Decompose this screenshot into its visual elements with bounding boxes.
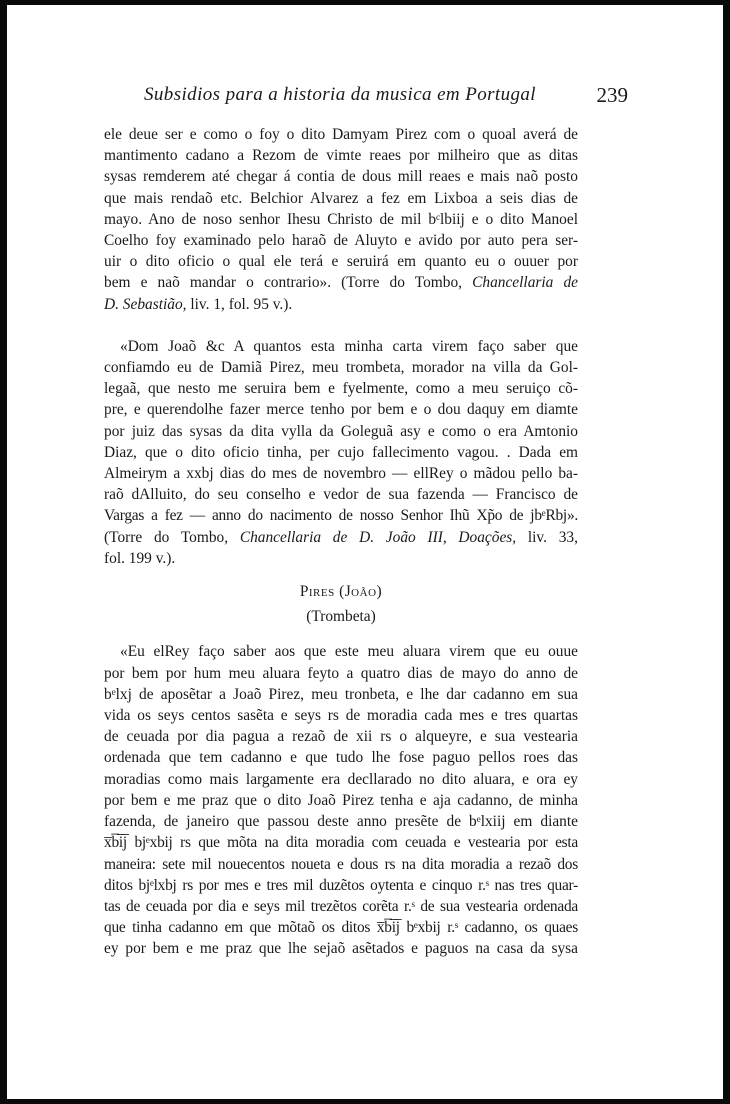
text-line: mayo. Ano de noso senhor Ihesu Christo de mil bᶜlbiij e o dito Manoel [104,210,578,228]
running-header [104,84,628,114]
page-number: 239 [596,83,628,107]
text-line: fazenda, de janeiro que passou deste anno presẽte de bᵉlxiij em diante [104,813,578,831]
paragraph-1 [104,124,578,315]
text-line: fol. 199 v.). [104,549,176,567]
source-reference: liv. 1, fol. 95 v.). [190,295,293,313]
text-line: ditos bjᵉlxbj rs por mes e tres mil duzẽtos oytenta e cinquo r.ˢ nas tres quar- [104,876,578,894]
section-subheading: (Trombeta) [306,608,376,626]
text-line: Almeirym a xxbj dias do mes de novembro — ellRey o mãdou pello ba- [104,465,578,483]
text-line: Vargas a fez — anno do nacimento de nosso Senhor Ihũ Xp̃o de jbᵉRbj». [104,507,578,525]
text-line: legaã, que nesto me seruira bem e fyelmente, como a meu seruiço cõ- [104,380,578,398]
text-line: «Eu elRey faço saber aos que este meu aluara virem que eu ouue [120,643,578,661]
text-line: de ceuada por dia pagua a rezaõ de xii rs o alqueyre, e sua vestearia [104,728,578,746]
text-line: Coelho foy examinado pelo haraõ de Aluyto e avido por auto pera ser- [104,232,578,250]
text-line: uir o dito oficio o qual ele terá e seruirá em quanto eu o ouuer por [104,253,578,271]
text-line: por bem por hum meu aluara feyto a quatro dias de mayo do anno de [104,664,578,682]
paragraph-2 [104,336,578,569]
text-line: tas de ceuada por dia e seys mil trezẽtos corẽta r.ˢ de sua vestearia ordenada [104,897,578,915]
text-line: «Dom Joaõ &c A quantos esta minha carta virem faço saber que [120,337,578,355]
source-title: D. Sebastião, [104,295,187,313]
text-line: Diaz, que o dito oficio tinha, per cujo fallecimento vagou. . Dada em [104,443,578,461]
source-reference: (Torre do Tombo, [104,528,229,546]
text-line: por bem e me praz que o dito Joaõ Pirez tenha e aja cadanno, de minha [104,791,578,809]
text-line: confiamdo eu de Damiã Pirez, meu trombeta, morador na villa da Gol- [104,359,578,377]
text-line: mantimento cadano a Rezom de vimte reaes por milheiro que as ditas [104,147,578,165]
source-reference: liv. 33, [527,528,578,546]
text-line: ordenada que tem cadanno e que tudo lhe fose paguo pellos roes das [104,749,578,767]
running-title: Subsidios para a historia da musica em Portugal [144,84,536,105]
text-line: vida os seys centos sasẽta e seys rs de moradia cada mes e tres quartas [104,707,578,725]
body-text [104,124,578,960]
text-line: ele deue ser e como o foy o dito Damyam Pirez com o quoal averá de [104,126,578,143]
text-line [104,272,578,293]
paragraph-3 [104,641,578,959]
text-line: pre, e querendolhe fazer merce tenho por bem e o dou daquy em diamte [104,401,578,419]
text-line: ey por bem e me praz que lhe sejaõ asẽtados e paguos na casa da sysa [104,940,578,958]
text-line: maneira: sete mil nouecentos noueta e dous rs na dita moradia a rezaõ dos [104,855,578,873]
text-run: bem e naõ mandar o contrario». (Torre do Tombo, [104,274,462,292]
source-title: Chancellaria de [472,274,578,292]
text-line: x̅b̅i̅j̅ bjᵉxbij rs que mõta na dita moradia com ceuada e vestearia por esta [104,834,578,852]
text-line: raõ dAlluito, do seu conselho e vedor de sua fazenda — Francisco de [104,486,578,504]
text-line [104,527,578,548]
text-line: sysas remderem até chegar á contia de dous mill reaes e mais naõ posto [104,168,578,186]
text-line: que tinha cadanno em que mõtaõ os ditos x̅b̅i̅j̅ bᵉxbij r.ˢ cadanno, os quaes [104,919,578,937]
text-line: moradias como mais largamente era decllarado no dito aluara, e ora ey [104,770,578,788]
source-title: Chancellaria de D. João III, Doações, [239,528,517,546]
text-line: por juiz das sysas da dita vylla da Goleguã asy e como o era Amtonio [104,422,578,440]
text-line: bᵉlxj de aposẽtar a Joaõ Pirez, meu tronbeta, e lhe dar cadanno em sua [104,685,578,703]
text-line [104,294,578,315]
text-line: que mais rendaõ etc. Belchior Alvarez a fez em Lixboa a seis dias de [104,189,578,207]
section-heading: Pires (João) [299,583,383,601]
